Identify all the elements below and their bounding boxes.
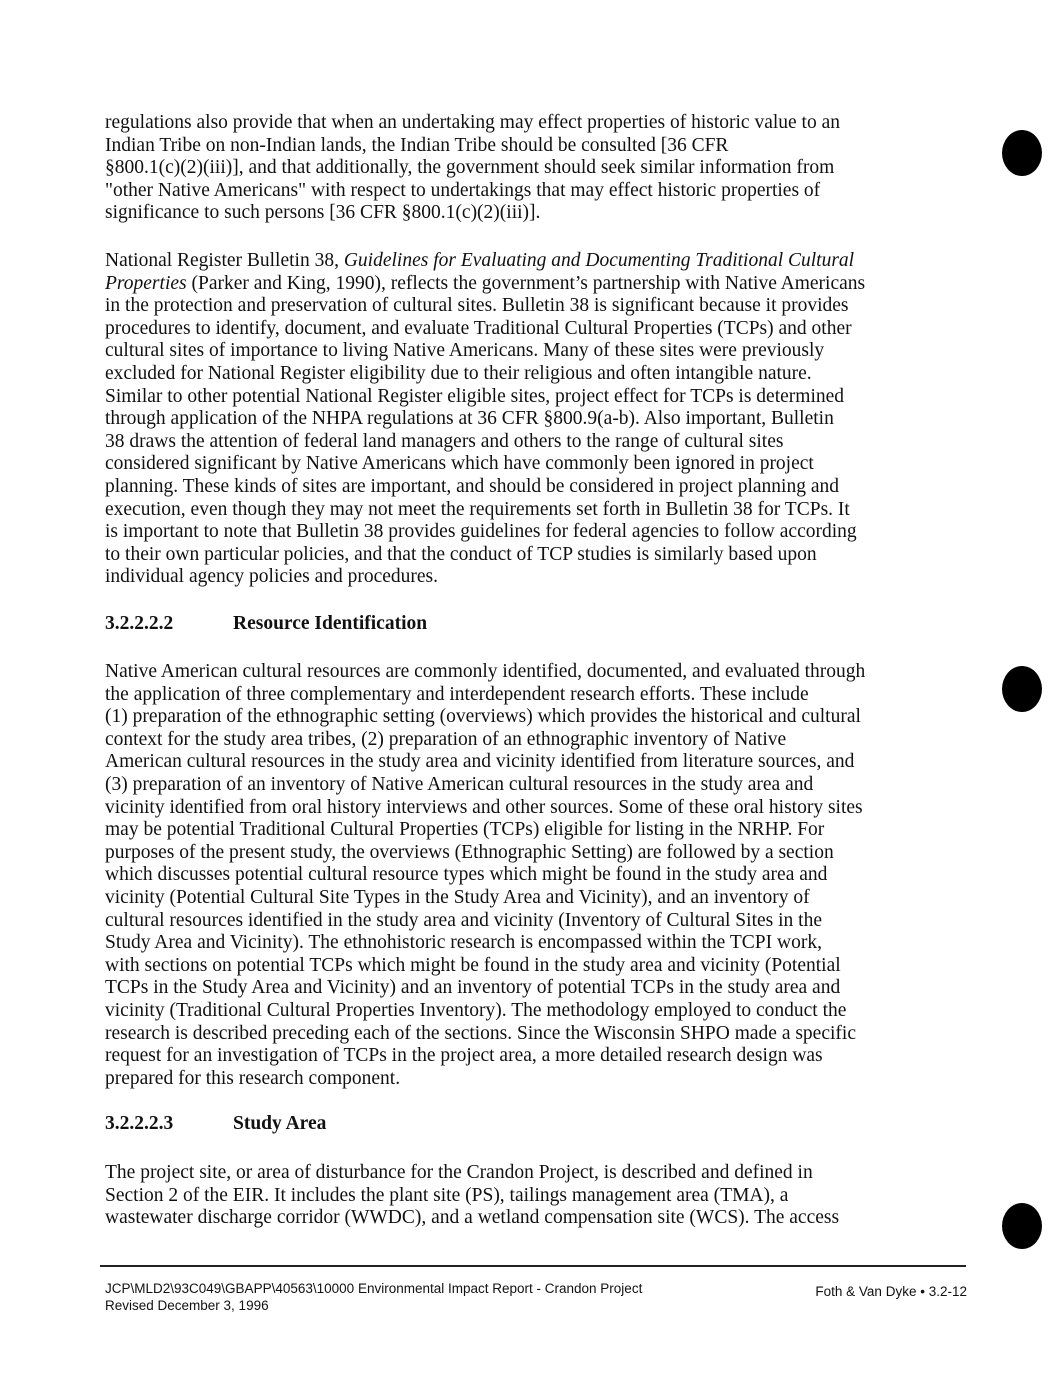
footer-page-number: 3.2-12 [928,1284,967,1299]
text-line: individual agency policies and procedures. [105,566,439,588]
text-line: "other Native Americans" with respect to undertakings that may effect historic properties of [105,179,821,201]
paragraph-regulations [105,112,945,225]
footer-separator: • [920,1284,925,1299]
text-line: which discusses potential cultural resource types which might be found in the study area and [105,864,828,886]
text-line: research is described preceding each of the sections. Since the Wisconsin SHPO made a specific [105,1022,856,1044]
section-heading-resource-identification [105,613,427,635]
text-line: in the protection and preservation of cultural sites. Bulletin 38 is significant because it provides [105,295,849,317]
text-line: Similar to other potential National Register eligible sites, project effect for TCPs is determined [105,385,845,407]
text-line: cultural resources identified in the study area and vicinity (Inventory of Cultural Sites in the [105,909,822,931]
text-line: the application of three complementary and interdependent research efforts. These include [105,683,809,705]
revision-bullet-icon [1002,130,1042,176]
text-line: significance to such persons [36 CFR §800.1(c)(2)(iii)]. [105,202,541,224]
text-line: execution, even though they may not meet the requirements set forth in Bulletin 38 for TCPs. It [105,498,850,520]
text-line: context for the study area tribes, (2) preparation of an ethnographic inventory of Native [105,728,787,750]
text-line: Indian Tribe on non-Indian lands, the Indian Tribe should be consulted [36 CFR [105,134,729,156]
text-line: vicinity (Potential Cultural Site Types in the Study Area and Vicinity), and an inventory of [105,886,810,908]
text-line: (3) preparation of an inventory of Native American cultural resources in the study area and [105,773,814,795]
text-line: TCPs in the Study Area and Vicinity) and an inventory of potential TCPs in the study area and [105,977,841,999]
revision-bullet-icon [1002,1203,1042,1249]
section-title: Resource Identification [233,613,428,634]
footer-file-path: JCP\MLD2\93C049\GBAPP\40563\10000 [105,1281,355,1296]
footer-page-info [815,1284,967,1300]
text-line: vicinity (Traditional Cultural Properties Inventory). The methodology employed to conduct the [105,999,847,1021]
text-line: considered significant by Native Americans which have commonly been ignored in project [105,453,814,475]
text-line: procedures to identify, document, and evaluate Traditional Cultural Properties (TCPs) and other [105,317,852,339]
footer-left-line-1 [105,1281,642,1297]
paragraph-bulletin-38 [105,250,945,589]
text-line: (1) preparation of the ethnographic setting (overviews) which provides the historical and cultural [105,706,861,728]
text-line [105,250,945,273]
text-line: The project site, or area of disturbance for the Crandon Project, is described and defined in [105,1162,813,1183]
text-line: regulations also provide that when an undertaking may effect properties of historic value to an [105,112,840,133]
text-line: planning. These kinds of sites are important, and should be considered in project planning and [105,475,839,497]
text-line: purposes of the present study, the overviews (Ethnographic Setting) are followed by a section [105,841,834,863]
text-line: vicinity identified from oral history interviews and other sources. Some of these oral history sites [105,796,863,818]
paragraph-study-area [105,1162,945,1230]
text-line: Section 2 of the EIR. It includes the plant site (PS), tailings management area (TMA), a [105,1184,789,1206]
text-line: prepared for this research component. [105,1067,401,1089]
footer-firm: Foth & Van Dyke [815,1284,917,1299]
text-line: request for an investigation of TCPs in the project area, a more detailed research design was [105,1045,823,1067]
section-heading-study-area [105,1113,326,1135]
section-number: 3.2.2.2.3 [105,1113,174,1134]
text-line: through application of the NHPA regulations at 36 CFR §800.9(a-b). Also important, Bulletin [105,408,834,430]
text-line: 38 draws the attention of federal land managers and others to the range of cultural sites [105,430,784,452]
footer-revised-date: Revised December 3, 1996 [105,1298,269,1313]
text-line: §800.1(c)(2)(iii)], and that additionally, the government should seek similar information from [105,157,835,179]
text-line [105,273,945,296]
paragraph-resource-identification [105,661,945,1090]
publication-title: Properties [105,272,187,294]
publication-title: Guidelines for Evaluating and Documenting Traditional Cultural [343,250,855,271]
footer-document-title: Environmental Impact Report - Crandon Project [357,1281,643,1296]
revision-bullet-icon [1002,666,1042,712]
section-number: 3.2.2.2.2 [105,613,174,634]
text-run: (Parker and King, 1990), reflects the government’s partnership with Native Americans [186,272,866,294]
text-run: National Register Bulletin 38, [105,250,344,271]
text-line: Study Area and Vicinity). The ethnohistoric research is encompassed within the TCPI work, [105,932,822,954]
text-line: is important to note that Bulletin 38 provides guidelines for federal agencies to follow according [105,521,857,543]
text-line: with sections on potential TCPs which might be found in the study area and vicinity (Potential [105,954,841,976]
text-line: cultural sites of importance to living Native Americans. Many of these sites were previously [105,340,825,362]
text-line: Native American cultural resources are commonly identified, documented, and evaluated through [105,661,866,682]
footer-rule [100,1265,966,1267]
section-title: Study Area [233,1113,327,1134]
text-line: American cultural resources in the study area and vicinity identified from literature sources, and [105,751,855,773]
text-line: may be potential Traditional Cultural Properties (TCPs) eligible for listing in the NRHP. For [105,819,825,841]
text-line: excluded for National Register eligibility due to their religious and often intangible nature. [105,362,812,384]
text-line: wastewater discharge corridor (WWDC), and a wetland compensation site (WCS). The access [105,1207,840,1229]
text-line: to their own particular policies, and that the conduct of TCP studies is similarly based upon [105,543,817,565]
